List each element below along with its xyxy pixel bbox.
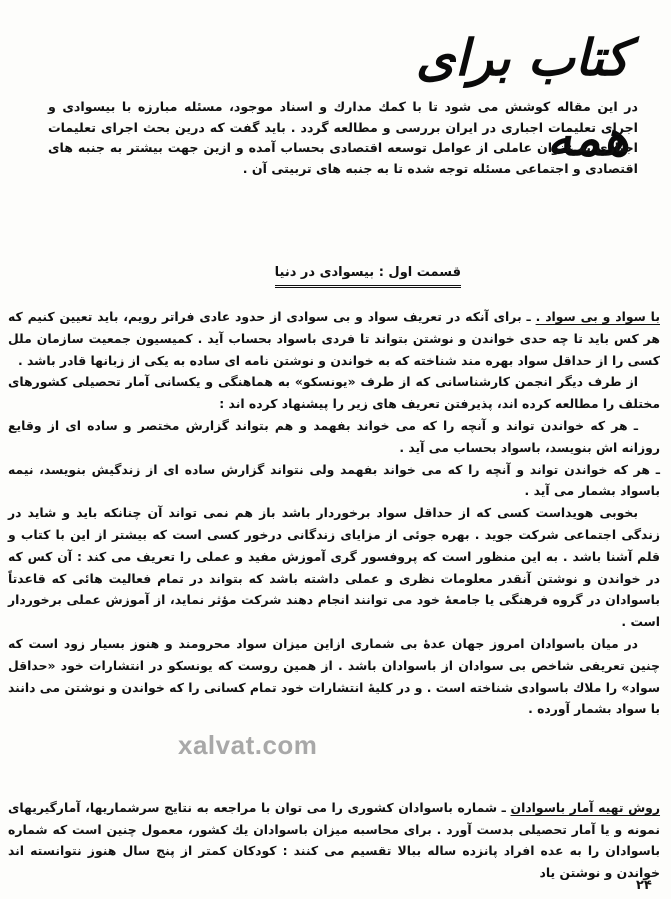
intro-paragraph	[48, 97, 638, 179]
section-statistics-method	[8, 797, 660, 883]
paragraph-statistics	[8, 797, 660, 883]
page-number: ۲۴	[636, 878, 652, 893]
paragraph-lead: روش تهیه آمار باسوادان	[510, 800, 661, 815]
page-title: کتاب برای همه	[415, 28, 629, 167]
watermark: xalvat.com	[178, 730, 318, 760]
paragraph-literacy-definition	[8, 306, 660, 371]
section-heading: قسمت اول : بیسوادی در دنیا	[275, 264, 461, 288]
body-text	[8, 306, 660, 720]
paragraph-functional-literacy: بخوبی هویداست کسی که از حداقل سواد برخوردار باشد باز هم نمی تواند آن چنانکه باید و شاید در زندگی اجتماعی شرکت جوید . بهره جوئی از مزایای زندگانی درخور کسی است که بیشتر از این با کتاب و قلم آشنا باشد . به این منظور است که پروفسور گری آموزش مفید و عملی را تعریف می کند : آن کس که در خواندن و نوشتن آنقدر معلومات نظری و عملی داشته باشد که بتواند در تمام فعالیت هائی که قاعدتاً باسوادان در گروه فرهنگی یا جامعهٔ خود می توانند انجام دهند شرکت مؤثر نماید، از آموزش عملی برخوردار است .	[8, 505, 660, 630]
intro-text: در این مقاله کوشش می شود تا با کمك مدارك و اسناد موجود، مسئله مبارزه با بیسوادی و اجرای تعلیمات اجباری در ایران بررسی و مطالعه گردد . باید گفت که درین بحث اجرای تعلیمات اجباری به عنوان عاملی از عوامل توسعه اقتصادی بحساب آمده و ازین جهت بیشتر به جنبه های اقتصادی و اجتماعی مسئله توجه شده تا به جنبه های تربیتی آن .	[48, 99, 638, 176]
definition-literate: ـ هر که خواندن تواند و آنچه را که می خواند بفهمد و هم بتواند گزارش مختصر و ساده ای از وقایع روزانه اش بنویسد، باسواد بحساب می آید .	[8, 417, 660, 455]
paragraph-text: ـ شماره باسوادان کشوری را می توان با مراجعه به نتایج سرشماریها، آمارگیریهای نمونه و یا آمار تحصیلی بدست آورد . برای محاسبه میزان باسوادان یك کشور، معمول چنین است که شماره باسوادان را به عده افراد پانزده ساله ببالا تقسیم می کنند : کودکان کمتر از پنج سال هنوز نتوانسته اند خواندن و نوشتن یاد	[8, 800, 660, 880]
paragraph-unesco: از طرف دیگر انجمن کارشناسانی که از طرف «یونسکو» به هماهنگی و یکسانی آمار تحصیلی کشورهای مختلف را مطالعه کرده اند، پذیرفتن تعریف های زیر را پیشنهاد کرده اند :	[8, 374, 660, 412]
definition-semi-literate: ـ هر که خواندن تواند و آنچه را که می خواند بفهمد ولی نتواند گزارش ساده ای از زندگیش بنویسد، نیمه باسواد بشمار می آید .	[8, 461, 660, 499]
paragraph-text: ـ برای آنکه در تعریف سواد و بی سوادی از حدود عادی فراتر رویم، باید تعیین کنیم که هر کس باید تا چه حدی خواندن و نوشتن بتواند تا فردی باسواد بحساب آید . کمیسیون جمعیت سازمان ملل کسی را از حداقل سواد بهره مند شناخته که به خواندن و نوشتن نامه ای ساده به یکی از زبانها قادر باشد .	[8, 309, 660, 368]
paragraph-lead: با سواد و بی سواد .	[535, 309, 660, 324]
paragraph-minimum-literacy: در میان باسوادان امروز جهان عدهٔ بی شماری ازاین میزان سواد محرومند و هنوز بسیار زود است که چنین تعریفی شاخص بی سوادان از باسوادان باشد . از همین روست که یونسکو در انتشارات خود «حداقل سواد» را ملاك باسوادی شناخته است . و در کلیهٔ انتشارات خود تمام کسانی را که خواندن و نوشتن می دانند با سواد بشمار آورده .	[8, 635, 660, 717]
